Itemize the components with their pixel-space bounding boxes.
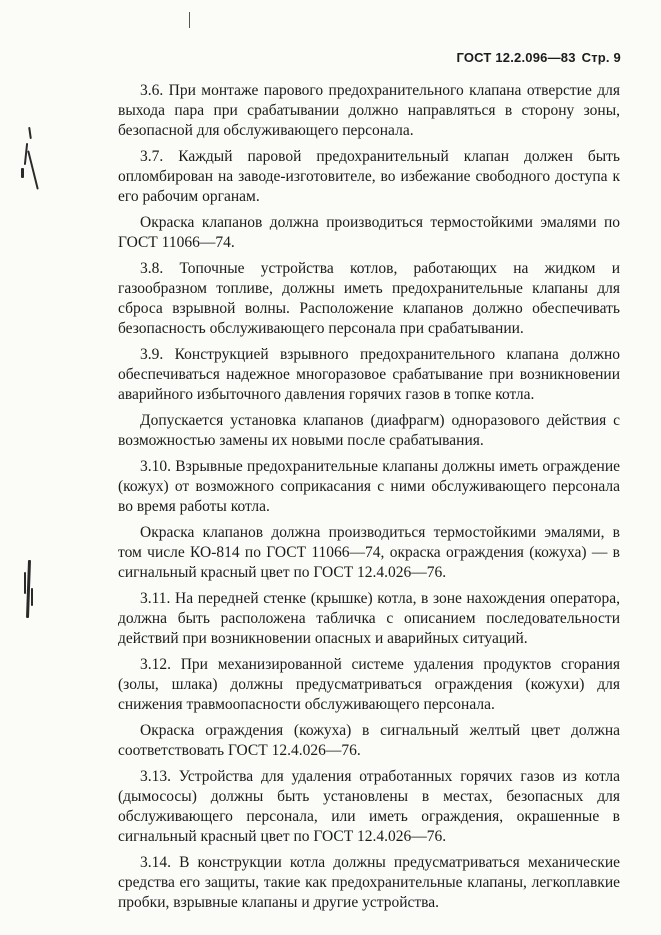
paragraph-3-12: 3.12. При механизированной системе удаления продуктов сгорания (золы, шлака) должны предусматриваться ограждения (кожухи) для снижения травмоопасности обслуживающего персонала.: [118, 656, 620, 713]
paragraph-3-11: 3.11. На передней стенке (крышке) котла, в зоне нахождения оператора, должна быть расположена табличка с описанием последовательности действий при возникновении опасных и аварийных ситуаций.: [118, 590, 620, 647]
body-text: [118, 81, 620, 919]
running-header: [456, 50, 621, 65]
scan-mark-top: [189, 12, 190, 28]
paragraph-3-7-painting: Окраска клапанов должна производиться термостойкими эмалями по ГОСТ 11066—74.: [118, 214, 620, 251]
header-page-number: Стр. 9: [581, 50, 621, 65]
paragraph-3-14: 3.14. В конструкции котла должны предусматриваться механические средства его защиты, такие как предохранительные клапаны, легкоплавкие пробки, взрывные клапаны и другие устройства.: [118, 854, 620, 911]
paragraph-3-6: 3.6. При монтаже парового предохранительного клапана отверстие для выхода пара при срабатывании должно направляться в сторону зоны, безопасной для обслуживающего персонала.: [118, 82, 620, 139]
paragraph-3-10-painting: Окраска клапанов должна производиться термостойкими эмалями, в том числе КО-814 по ГОСТ 11066—74, окраска ограждения (кожуха) — в сигнальный красный цвет по ГОСТ 12.4.026—76.: [118, 524, 620, 581]
paragraph-3-8: 3.8. Топочные устройства котлов, работающих на жидком и газообразном топливе, должны иметь предохранительные клапаны для сброса взрывной волны. Расположение клапанов должно обеспечивать безопасность обслуживающего персонала при срабатывании.: [118, 260, 620, 337]
header-standard: ГОСТ 12.2.096—83: [456, 50, 576, 65]
paragraph-3-13: 3.13. Устройства для удаления отработанных горячих газов из котла (дымососы) должны быть установлены в местах, безопасных для обслуживающего персонала, или иметь ограждения, окрашенные в сигнальный красный цвет по ГОСТ 12.4.026—76.: [118, 768, 620, 845]
paragraph-3-9: 3.9. Конструкцией взрывного предохранительного клапана должно обеспечиваться надежное многоразовое срабатывание при возникновении аварийного избыточного давления горячих газов в топке котла.: [118, 346, 620, 403]
paragraph-3-10: 3.10. Взрывные предохранительные клапаны должны иметь ограждение (кожух) от возможного соприкасания с ними обслуживающего персонала во время работы котла.: [118, 458, 620, 515]
paragraph-3-12-painting: Окраска ограждения (кожуха) в сигнальный желтый цвет должна соответствовать ГОСТ 12.4.026—76.: [118, 722, 620, 759]
paragraph-3-7: 3.7. Каждый паровой предохранительный клапан должен быть опломбирован на заводе-изготовителе, во избежание свободного доступа к его рабочим органам.: [118, 148, 620, 205]
paragraph-3-9-permission: Допускается установка клапанов (диафрагм) одноразового действия с возможностью замены их новыми после срабатывания.: [118, 412, 620, 449]
